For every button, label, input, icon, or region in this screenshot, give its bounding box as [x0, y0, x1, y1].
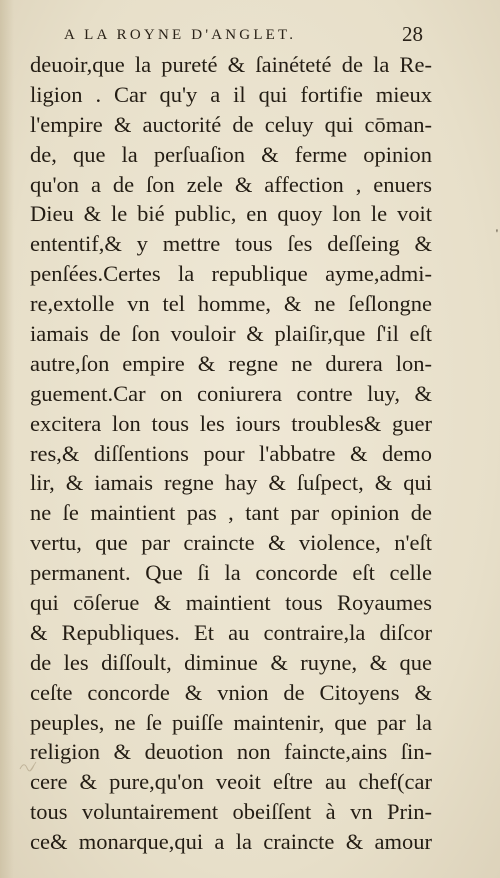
ink-blemish — [18, 759, 40, 773]
text-line: tous voluntairement obeiſſent à vn Prin- — [30, 799, 432, 825]
text-line: ententif,& y mettre tous ſes deſſeing & — [30, 231, 432, 257]
text-line: de, que la perſuaſion & ferme opinion — [30, 141, 432, 167]
text-line: ceſte concorde & vnion de Citoyens & — [30, 679, 432, 705]
text-line: ligion . Car qu'y a il qui fortifie mieux — [30, 81, 432, 107]
text-line: autre,ſon empire & regne ne durera lon- — [30, 350, 432, 376]
text-line: qu'on a de ſon zele & affection , enuers — [30, 171, 432, 197]
text-line: lir, & iamais regne hay & ſuſpect, & qui — [30, 470, 432, 496]
text-line: l'empire & auctorité de celuy qui cōman- — [30, 111, 432, 137]
text-line: de les diſſoult, diminue & ruyne, & que — [30, 649, 432, 675]
text-line: penſées.Certes la republique ayme,admi- — [30, 261, 432, 287]
text-line: res,& diſſentions pour l'abbatre & demo — [30, 440, 432, 466]
page-gutter-shadow — [0, 0, 14, 878]
text-line: Dieu & le bié public, en quoy lon le voit — [30, 201, 432, 227]
text-line: excitera lon tous les iours troubles& guer — [30, 410, 432, 436]
text-line: & Republiques. Et au contraire,la diſcor — [30, 619, 432, 645]
text-line: ce& monarque,qui a la craincte & amour — [30, 829, 432, 855]
text-line: ne ſe maintient pas , tant par opinion de — [30, 500, 432, 526]
body-text — [30, 50, 432, 857]
text-line: guement.Car on coniurera contre luy, & — [30, 380, 432, 406]
text-line: deuoir,que la pureté & ſainéteté de la Re- — [30, 52, 432, 77]
text-line: permanent. Que ſi la concorde eſt celle — [30, 560, 432, 586]
page-number: 28 — [402, 22, 423, 46]
margin-mark: ' — [495, 226, 498, 240]
text-line: cere & pure,qu'on veoit eſtre au chef(car — [30, 769, 432, 795]
text-line: religion & deuotion non faincte,ains ſin- — [30, 739, 432, 765]
text-line: peuples, ne ſe puiſſe maintenir, que par la — [30, 709, 432, 735]
text-line: qui cōſerue & maintient tous Royaumes — [30, 590, 432, 616]
text-line: vertu, que par craincte & violence, n'eſt — [30, 530, 432, 556]
text-line: re,extolle vn tel homme, & ne ſeſlongne — [30, 291, 432, 317]
running-title: A LA ROYNE D'ANGLET. — [64, 27, 297, 43]
text-line: iamais de ſon vouloir & plaiſir,que ſ'il eſt — [30, 321, 432, 347]
